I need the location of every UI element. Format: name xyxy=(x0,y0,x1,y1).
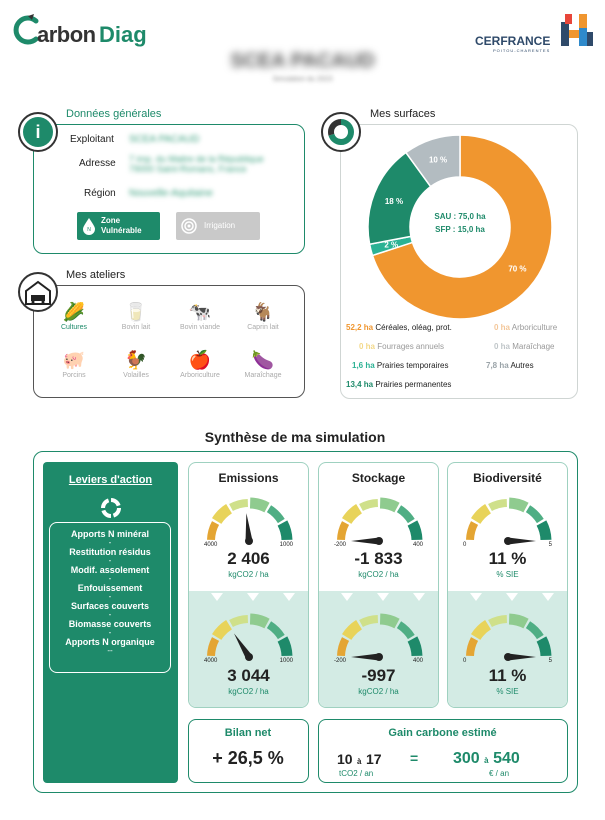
gain-t-unit: tCO2 / an xyxy=(339,769,374,778)
gauge-segment xyxy=(217,509,229,521)
down-arrow-icon xyxy=(341,593,353,601)
atelier-label: Cultures xyxy=(60,324,88,331)
current-gauge xyxy=(201,493,297,545)
gauge-segment xyxy=(490,619,507,624)
atelier-bovin-lait[interactable] xyxy=(106,300,166,331)
zone-label-2: Vulnérable xyxy=(101,226,142,235)
info-icon xyxy=(18,112,58,152)
adresse-value-line2: 79000 Saint-Romans, France xyxy=(129,164,247,174)
atelier-label: Caprin lait xyxy=(247,324,279,331)
gain-carbone-title: Gain carbone estimé xyxy=(388,727,497,739)
gauge-segment xyxy=(380,619,397,624)
gauge-segment xyxy=(476,509,488,521)
apple-icon: 🍎 xyxy=(188,350,212,370)
gauge-segment xyxy=(341,639,346,656)
gauge-segment xyxy=(231,503,248,508)
legend-name: Prairies temporaires xyxy=(376,361,449,370)
gauge-segment xyxy=(470,523,475,540)
current-unit: kgCO2 / ha xyxy=(358,570,399,579)
legend-row xyxy=(494,342,555,351)
gauge-segment xyxy=(341,523,346,540)
donut-slice-label: 2 % xyxy=(384,240,399,250)
gauge-max-label: 1000 xyxy=(279,658,293,664)
atelier-label: Arboriculture xyxy=(180,372,220,379)
region-label: Région xyxy=(84,188,116,199)
levers-title: Leviers d'action xyxy=(68,474,153,486)
current-value: 2 406 xyxy=(227,549,270,568)
info-icon-letter: i xyxy=(23,117,53,147)
current-gauge xyxy=(460,493,556,545)
atelier-label: Volailles xyxy=(123,372,149,379)
lever-item: Restitution résidus xyxy=(69,547,151,557)
pig-icon: 🐖 xyxy=(62,350,86,370)
irrigation-label: Irrigation xyxy=(204,221,236,230)
simulated-unit: kgCO2 / ha xyxy=(358,687,399,696)
legend-name: Maraîchage xyxy=(512,342,555,351)
gain-e-unit: € / an xyxy=(489,769,510,778)
legend-value: 0 ha xyxy=(494,342,511,351)
zone-label-1: Zone xyxy=(101,216,121,225)
legend-value: 7,8 ha xyxy=(486,361,509,370)
gauge-max-label: 1000 xyxy=(279,542,293,548)
down-arrow-icon xyxy=(283,593,295,601)
legend-name: Prairies permanentes xyxy=(375,380,452,389)
lever-item: Surfaces couverts xyxy=(70,601,150,611)
legend-row xyxy=(486,361,534,370)
biodiversite-card xyxy=(447,462,568,708)
gauge-segment xyxy=(541,523,546,540)
lever-item: Biomasse couverts xyxy=(68,619,152,629)
atelier-label: Bovin viande xyxy=(179,324,221,331)
legend-row xyxy=(346,380,451,389)
stockage-card xyxy=(318,462,439,708)
gain-tco2-range xyxy=(337,751,382,769)
general-info-title: Données générales xyxy=(66,108,162,120)
lever-item: Modif. assolement xyxy=(70,565,150,575)
gauge-max-label: 5 xyxy=(548,658,552,664)
metric-title: Biodiversité xyxy=(473,471,542,485)
donut-slice-label: 70 % xyxy=(508,264,527,274)
legend-name: Autres xyxy=(510,361,534,370)
gauge-segment xyxy=(217,625,229,637)
lever-value: - xyxy=(108,610,112,619)
gain-eur-range xyxy=(453,750,520,768)
donut-slice-label: 18 % xyxy=(384,196,404,206)
legend-value: 0 ha xyxy=(359,342,376,351)
gain-a-word: à xyxy=(357,757,362,766)
gauge-segment xyxy=(250,503,267,508)
simulated-unit: % SIE xyxy=(496,687,519,696)
carbondiag-logo xyxy=(12,12,152,48)
legend-name: Arboriculture xyxy=(511,323,558,332)
gauge-hub xyxy=(245,537,253,545)
farm-subtitle: Simulation du 2023 xyxy=(272,76,333,83)
lever-value: - xyxy=(108,556,112,565)
gauge-segment xyxy=(282,523,287,540)
down-arrow-icon xyxy=(247,593,259,601)
sfp-value: SFP : 15,0 ha xyxy=(435,225,485,234)
bilan-net-title: Bilan net xyxy=(224,727,272,739)
donut-slice-label: 10 % xyxy=(428,155,448,165)
gauge-max-label: 400 xyxy=(412,542,423,548)
donut-mini-icon xyxy=(326,117,356,147)
gauge-hub xyxy=(504,537,512,545)
region-value: Nouvelle-Aquitaine xyxy=(129,188,213,199)
atelier-label: Bovin lait xyxy=(121,324,151,331)
legend-value: 1,6 ha xyxy=(352,361,375,370)
simulated-value: -997 xyxy=(361,666,396,685)
legend-row xyxy=(346,323,452,332)
irrigation-badge xyxy=(176,212,260,240)
partner-subtitle: POITOU-CHARENTES xyxy=(493,48,551,53)
gauge-min-label: 0 xyxy=(463,542,467,548)
simulated-gauge xyxy=(460,609,556,661)
simulated-gauge xyxy=(331,609,427,661)
gauge-segment xyxy=(361,619,378,624)
gauge-segment xyxy=(528,509,540,521)
water-drop-icon xyxy=(82,217,96,235)
gauge-min-label: -200 xyxy=(334,542,347,548)
gauge-segment xyxy=(476,625,488,637)
gauge-needle xyxy=(508,654,536,661)
gauge-min-label: 4000 xyxy=(204,658,218,664)
gain-e-from: 300 xyxy=(453,750,480,767)
gauge-segment xyxy=(250,619,267,624)
gauge-segment xyxy=(541,639,546,656)
adresse-value-line1: 7 imp. du Maitre de la République xyxy=(129,154,264,164)
atelier-label: Maraîchage xyxy=(244,372,282,379)
lever-item: Enfouissement xyxy=(77,583,143,593)
gauge-max-label: 5 xyxy=(548,542,552,548)
lever-value: - xyxy=(108,628,112,637)
cerfrance-logo xyxy=(475,14,595,54)
gauge-hub xyxy=(245,653,253,661)
bilan-net-card xyxy=(188,719,309,783)
partner-name: CERFRANCE xyxy=(475,34,551,48)
gauge-hub xyxy=(375,653,383,661)
logo-text-diag: Diag xyxy=(99,22,147,47)
synthese-title: Synthèse de ma simulation xyxy=(204,429,386,445)
exploitant-label: Exploitant xyxy=(70,134,114,145)
simulated-value: 11 % xyxy=(488,666,527,685)
gauge-segment xyxy=(347,625,359,637)
legend-value: 0 ha xyxy=(494,323,511,332)
down-arrow-icon xyxy=(413,593,425,601)
corn-icon: 🌽 xyxy=(62,302,86,322)
atelier-bovin-viande[interactable] xyxy=(170,300,230,331)
gauge-segment xyxy=(399,509,411,521)
atelier-porcins[interactable] xyxy=(44,348,104,379)
exploitant-value: SCEA PACAUD xyxy=(129,134,200,145)
atelier-caprin-lait[interactable] xyxy=(233,300,293,331)
gauge-max-label: 400 xyxy=(412,658,423,664)
atelier-arboriculture[interactable] xyxy=(170,348,230,379)
lever-value: - xyxy=(108,538,112,547)
gain-t-from: 10 xyxy=(337,751,353,767)
metric-title: Stockage xyxy=(351,471,406,485)
gauge-hub xyxy=(375,537,383,545)
adresse-label: Adresse xyxy=(79,158,116,169)
irrigation-icon xyxy=(180,217,198,235)
ateliers-title: Mes ateliers xyxy=(66,269,126,281)
gauge-segment xyxy=(528,625,540,637)
atelier-cultures[interactable] xyxy=(44,300,104,331)
legend-value: 13,4 ha xyxy=(346,380,374,389)
atelier-label: Porcins xyxy=(62,372,86,379)
levers-panel xyxy=(43,462,178,783)
legend-row xyxy=(352,361,449,370)
emissions-card xyxy=(188,462,309,708)
down-arrow-icon xyxy=(377,593,389,601)
cerfrance-mark-icon xyxy=(561,14,595,50)
down-arrow-icon xyxy=(211,593,223,601)
atelier-volailles[interactable] xyxy=(106,348,166,379)
metric-title: Emissions xyxy=(218,471,279,485)
chicken-icon: 🐓 xyxy=(124,350,148,370)
gain-t-to: 17 xyxy=(365,751,382,767)
legend-row xyxy=(494,323,557,332)
gauge-hub xyxy=(504,653,512,661)
current-unit: kgCO2 / ha xyxy=(228,570,269,579)
lever-value: - xyxy=(108,592,112,601)
milk-can-icon: 🥛 xyxy=(124,302,148,322)
gauge-segment xyxy=(509,619,526,624)
simulated-gauge xyxy=(201,609,297,661)
legend-name: Céréales, oléag, prot. xyxy=(375,323,452,332)
down-arrow-icon xyxy=(506,593,518,601)
atelier-maraichage[interactable] xyxy=(233,348,293,379)
gauge-segment xyxy=(490,503,507,508)
current-value: -1 833 xyxy=(354,549,403,568)
gauge-segment xyxy=(282,639,287,656)
gauge-segment xyxy=(211,523,216,540)
simulated-unit: kgCO2 / ha xyxy=(228,687,269,696)
gauge-segment xyxy=(470,639,475,656)
gauge-needle xyxy=(351,654,379,661)
farm-name: SCEA PACAUD xyxy=(230,50,375,72)
levers-list xyxy=(49,522,171,673)
gauge-needle xyxy=(351,538,379,545)
gain-a-word: à xyxy=(484,756,489,765)
gain-e-to: 540 xyxy=(493,750,520,767)
lever-value: -- xyxy=(107,646,113,655)
surfaces-icon xyxy=(321,112,361,152)
simulated-value: 3 044 xyxy=(227,666,270,685)
legend-value: 52,2 ha xyxy=(346,323,374,332)
svg-text:N: N xyxy=(87,227,91,233)
lever-item: Apports N minéral xyxy=(70,529,149,539)
surfaces-title: Mes surfaces xyxy=(370,108,436,120)
legend-row xyxy=(359,342,444,351)
down-arrow-icon xyxy=(470,593,482,601)
gain-carbone-card xyxy=(318,719,568,783)
gauge-min-label: 4000 xyxy=(204,542,218,548)
gauge-segment xyxy=(412,523,417,540)
goat-icon: 🐐 xyxy=(251,302,275,322)
gauge-segment xyxy=(347,509,359,521)
gauge-needle xyxy=(508,538,536,545)
lever-item: Apports N organique xyxy=(65,637,155,647)
gauge-segment xyxy=(211,639,216,656)
gauge-segment xyxy=(231,619,248,624)
gauge-segment xyxy=(509,503,526,508)
gauge-min-label: 0 xyxy=(463,658,467,664)
lever-value: - xyxy=(108,574,112,583)
gauge-min-label: -200 xyxy=(334,658,347,664)
gauge-segment xyxy=(269,509,281,521)
gauge-segment xyxy=(361,503,378,508)
cow-icon: 🐄 xyxy=(188,302,212,322)
gauge-segment xyxy=(269,625,281,637)
eggplant-icon: 🍆 xyxy=(251,350,275,370)
sau-value: SAU : 75,0 ha xyxy=(434,212,486,221)
gauge-segment xyxy=(412,639,417,656)
bilan-net-value: + 26,5 % xyxy=(212,748,284,768)
logo-text-arbon: arbon xyxy=(37,22,96,47)
levers-cycle-icon xyxy=(99,496,123,520)
current-unit: % SIE xyxy=(496,570,519,579)
down-arrow-icon xyxy=(542,593,554,601)
gauge-segment xyxy=(380,503,397,508)
current-gauge xyxy=(331,493,427,545)
gain-equals: = xyxy=(410,750,419,766)
zone-vulnerable-badge xyxy=(77,212,160,240)
gauge-segment xyxy=(399,625,411,637)
current-value: 11 % xyxy=(488,549,527,568)
legend-name: Fourrages annuels xyxy=(377,342,444,351)
